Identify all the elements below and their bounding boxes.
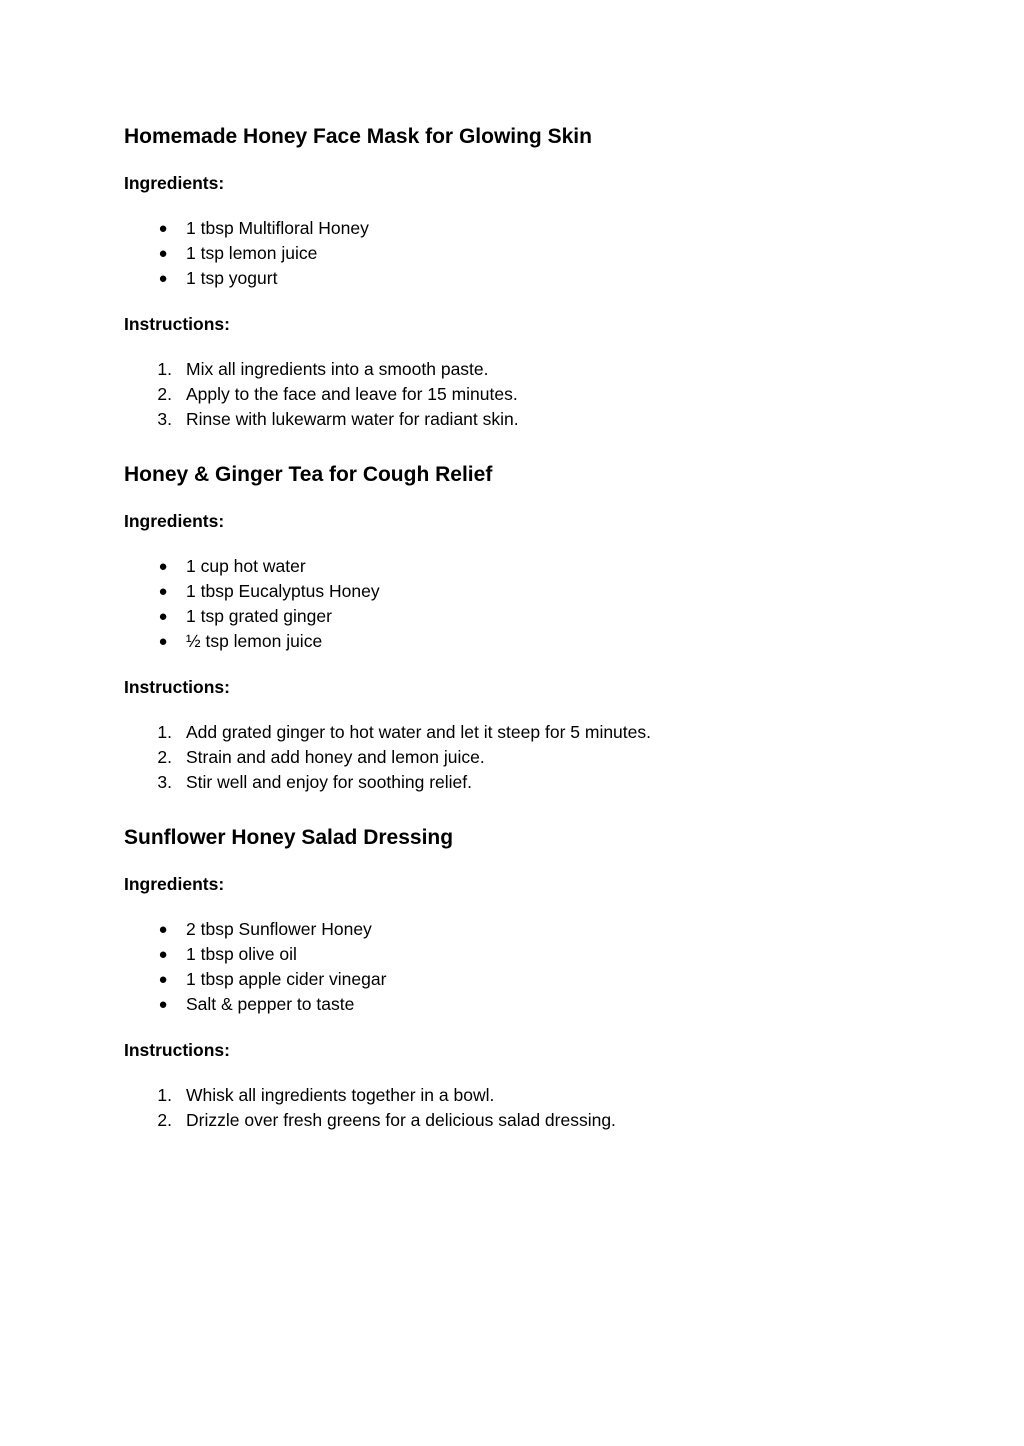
ingredient-text: 1 tsp grated ginger [186, 606, 332, 626]
ingredient-item [124, 942, 924, 967]
instructions-heading: Instructions: [124, 314, 230, 334]
step-number: 2. [157, 1110, 172, 1130]
instruction-text: Apply to the face and leave for 15 minutes. [186, 384, 518, 404]
ingredient-text: 1 cup hot water [186, 556, 306, 576]
bullet-icon: ● [158, 245, 168, 262]
instructions-heading: Instructions: [124, 677, 230, 697]
document-body [124, 123, 924, 1162]
step-number: 2. [157, 747, 172, 767]
ingredient-item [124, 629, 924, 654]
instructions-list [124, 357, 924, 432]
ingredient-item [124, 241, 924, 266]
step-number: 3. [157, 409, 172, 429]
ingredient-text: 1 tsp yogurt [186, 268, 278, 288]
ingredients-list [124, 216, 924, 291]
step-number: 3. [157, 772, 172, 792]
ingredient-text: 1 tbsp apple cider vinegar [186, 969, 387, 989]
step-number: 2. [157, 384, 172, 404]
instructions-list [124, 720, 924, 795]
ingredient-text: 1 tbsp Multifloral Honey [186, 218, 369, 238]
ingredients-heading: Ingredients: [124, 173, 225, 193]
ingredient-item [124, 216, 924, 241]
ingredients-heading: Ingredients: [124, 874, 225, 894]
ingredient-text: 1 tbsp Eucalyptus Honey [186, 581, 380, 601]
ingredients-heading: Ingredients: [124, 511, 225, 531]
instruction-text: Rinse with lukewarm water for radiant skin. [186, 409, 519, 429]
ingredient-item [124, 917, 924, 942]
bullet-icon: ● [158, 220, 168, 237]
instruction-step [124, 720, 924, 745]
step-number: 1. [157, 722, 172, 742]
recipe-title: Honey & Ginger Tea for Cough Relief [124, 463, 493, 486]
ingredient-item [124, 967, 924, 992]
ingredients-list [124, 917, 924, 1017]
ingredients-list [124, 554, 924, 654]
ingredient-text: 1 tbsp olive oil [186, 944, 297, 964]
ingredient-text: ½ tsp lemon juice [186, 631, 323, 651]
instruction-step [124, 382, 924, 407]
step-number: 1. [157, 1085, 172, 1105]
instruction-step [124, 745, 924, 770]
ingredient-item [124, 604, 924, 629]
instruction-text: Mix all ingredients into a smooth paste. [186, 359, 489, 379]
recipe-title: Homemade Honey Face Mask for Glowing Skin [124, 125, 592, 148]
step-number: 1. [157, 359, 172, 379]
instruction-text: Add grated ginger to hot water and let it steep for 5 minutes. [186, 722, 651, 742]
instruction-text: Stir well and enjoy for soothing relief. [186, 772, 472, 792]
bullet-icon: ● [158, 558, 168, 575]
bullet-icon: ● [158, 608, 168, 625]
instruction-step [124, 1083, 924, 1108]
bullet-icon: ● [158, 971, 168, 988]
ingredient-item [124, 266, 924, 291]
instruction-step [124, 407, 924, 432]
ingredient-item [124, 579, 924, 604]
recipe-salad-dressing [124, 824, 924, 1133]
recipe-face-mask [124, 123, 924, 432]
instruction-step [124, 770, 924, 795]
bullet-icon: ● [158, 946, 168, 963]
instruction-step [124, 357, 924, 382]
recipe-title: Sunflower Honey Salad Dressing [124, 826, 454, 849]
recipe-ginger-tea [124, 461, 924, 795]
instructions-heading: Instructions: [124, 1040, 230, 1060]
instruction-text: Whisk all ingredients together in a bowl. [186, 1085, 495, 1105]
instruction-text: Strain and add honey and lemon juice. [186, 747, 485, 767]
bullet-icon: ● [158, 270, 168, 287]
bullet-icon: ● [158, 583, 168, 600]
ingredient-text: 2 tbsp Sunflower Honey [186, 919, 372, 939]
bullet-icon: ● [158, 921, 168, 938]
instruction-text: Drizzle over fresh greens for a delicious salad dressing. [186, 1110, 616, 1130]
instructions-list [124, 1083, 924, 1133]
ingredient-text: Salt & pepper to taste [186, 994, 355, 1014]
bullet-icon: ● [158, 996, 168, 1013]
instruction-step [124, 1108, 924, 1133]
ingredient-text: 1 tsp lemon juice [186, 243, 318, 263]
bullet-icon: ● [158, 633, 168, 650]
ingredient-item [124, 992, 924, 1017]
ingredient-item [124, 554, 924, 579]
